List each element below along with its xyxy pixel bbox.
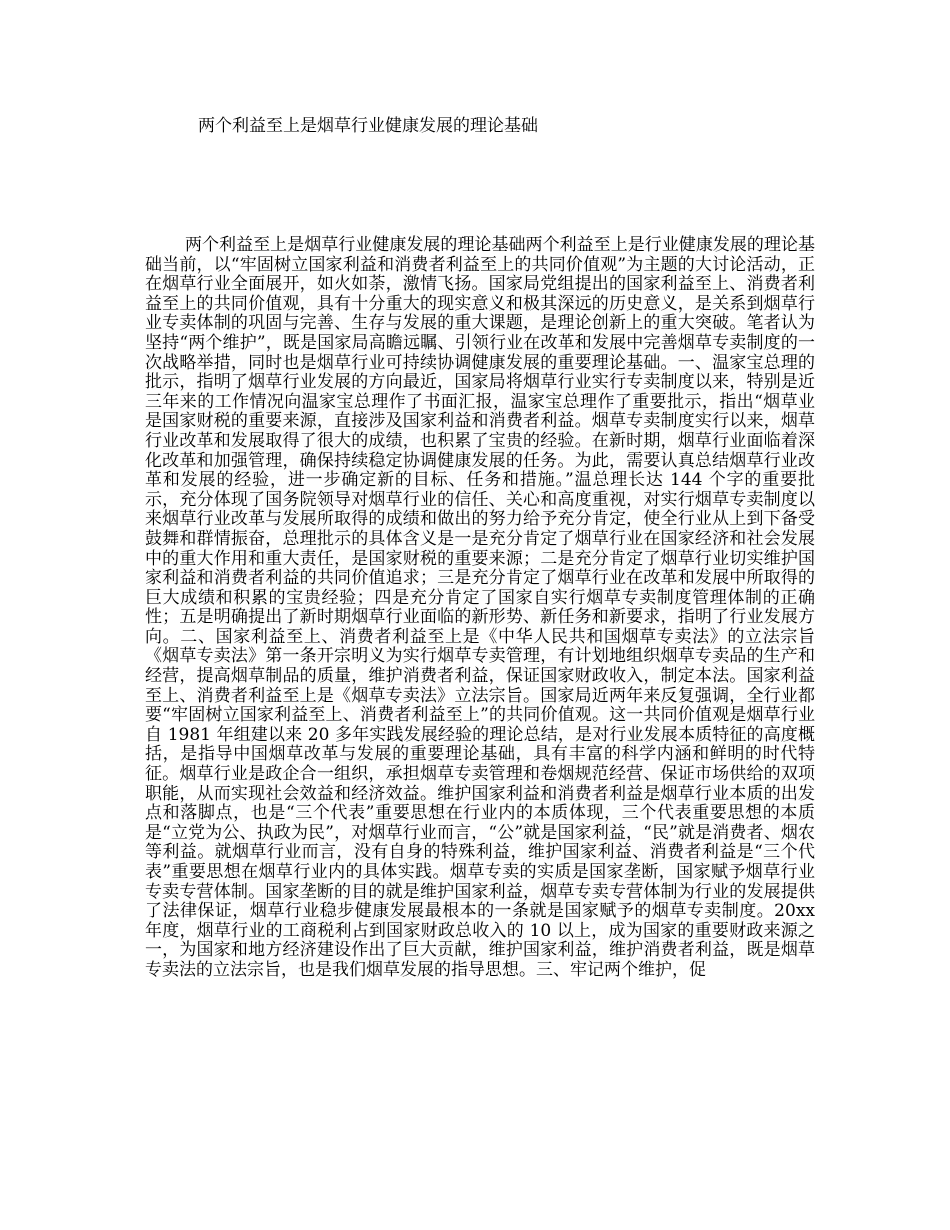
document-title: 两个利益至上是烟草行业健康发展的理论基础 bbox=[198, 116, 538, 136]
document-body-paragraph: 两个利益至上是烟草行业健康发展的理论基础两个利益至上是行业健康发展的理论基础当前，以“牢固树立国家利益和消费者利益至上的共同价值观”为主题的大讨论活动，正在烟草行业全面展开，如火如荼，激情飞扬。国家局党组提出的国家利益至上、消费者利益至上的共同价值观，具有十分重大的现实意义和极其深远的历史意义，是关系到烟草行业专卖体制的巩固与完善、生存与发展的重大课题，是理论创新上的重大突破。笔者认为坚持“两个维护”，既是国家局高瞻远瞩、引领行业在改革和发展中完善烟草专卖制度的一次战略举措，同时也是烟草行业可持续协调健康发展的重要理论基础。一、温家宝总理的批示，指明了烟草行业发展的方向最近，国家局将烟草行业实行专卖制度以来，特别是近三年来的工作情况向温家宝总理作了书面汇报，温家宝总理作了重要批示，指出“烟草业是国家财税的重要来源，直接涉及国家利益和消费者利益。烟草专卖制度实行以来，烟草行业改革和发展取得了很大的成绩，也积累了宝贵的经验。在新时期，烟草行业面临着深化改革和加强管理，确保持续稳定协调健康发展的任务。为此，需要认真总结烟草行业改革和发展的经验，进一步确定新的目标、任务和措施。”温总理长达 144 个字的重要批示，充分体现了国务院领导对烟草行业的信任、关心和高度重视，对实行烟草专卖制度以来烟草行业改革与发展所取得的成绩和做出的努力给予充分肯定，使全行业从上到下备受鼓舞和群情振奋，总理批示的具体含义是一是充分肯定了烟草行业在国家经济和社会发展中的重大作用和重大责任，是国家财税的重要来源；二是充分肯定了烟草行业切实维护国家利益和消费者利益的共同价值追求；三是充分肯定了烟草行业在改革和发展中所取得的巨大成绩和积累的宝贵经验；四是充分肯定了国家自实行烟草专卖制度管理体制的正确性；五是明确提出了新时期烟草行业面临的新形势、新任务和新要求，指明了行业发展方向。二、国家利益至上、消费者利益至上是《中华人民共和国烟草专卖法》的立法宗旨《烟草专卖法》第一条开宗明义为实行烟草专卖管理，有计划地组织烟草专卖品的生产和经营，提高烟草制品的质量，维护消费者利益，保证国家财政收入，制定本法。国家利益至上、消费者利益至上是《烟草专卖法》立法宗旨。国家局近两年来反复强调，全行业都要“牢固树立国家利益至上、消费者利益至上”的共同价值观。这一共同价值观是烟草行业自 1981 年组建以来 20 多年实践发展经验的理论总结，是对行业发展本质特征的高度概括，是指导中国烟草改革与发展的重要理论基础，具有丰富的科学内涵和鲜明的时代特征。烟草行业是政企合一组织，承担烟草专卖管理和卷烟规范经营、保证市场供给的双项职能，从而实现社会效益和经济效益。维护国家利益和消费者利益是烟草行业本质的出发点和落脚点，也是“三个代表”重要思想在行业内的本质体现，三个代表重要思想的本质是“立党为公、执政为民”，对烟草行业而言，“公”就是国家利益，“民”就是消费者、烟农等利益。就烟草行业而言，没有自身的特殊利益，维护国家利益、消费者利益是“三个代表”重要思想在烟草行业内的具体实践。烟草专卖的实质是国家垄断，国家赋予烟草行业专卖专营体制。国家垄断的目的就是维护国家利益，烟草专卖专营体制为行业的发展提供了法律保证，烟草行业稳步健康发展最根本的一条就是国家赋予的烟草专卖制度。20xx 年度，烟草行业的工商税利占到国家财政总收入的 10 以上，成为国家的重要财政来源之一，为国家和地方经济建设作出了巨大贡献，维护国家利益，维护消费者利益，既是烟草专卖法的立法宗旨，也是我们烟草发展的指导思想。三、牢记两个维护，促 bbox=[145, 235, 815, 980]
